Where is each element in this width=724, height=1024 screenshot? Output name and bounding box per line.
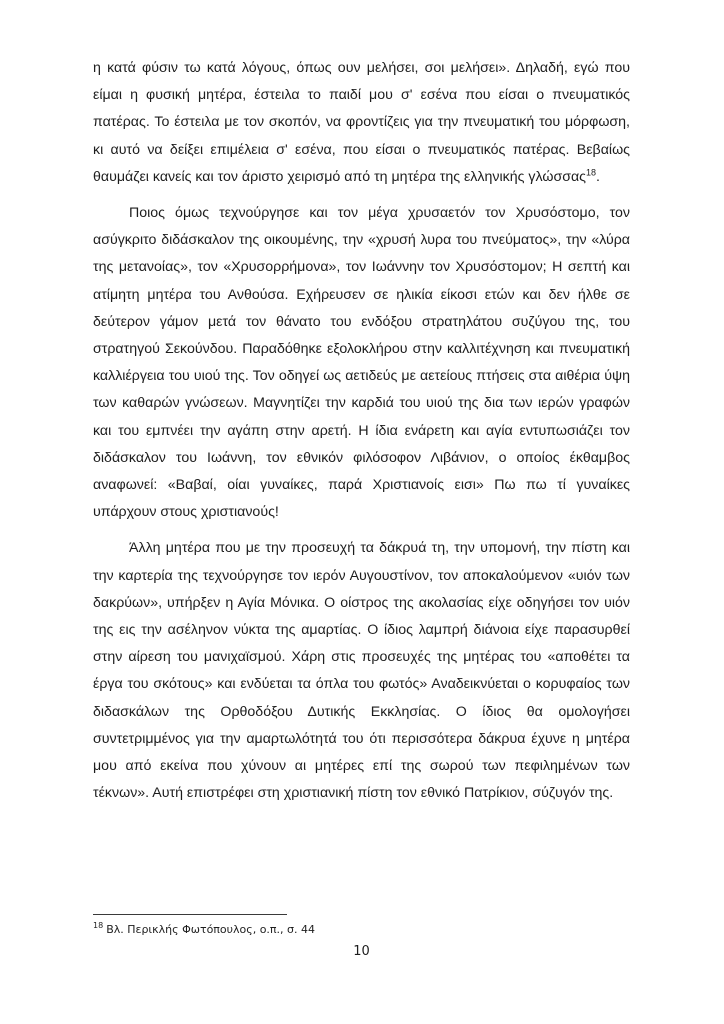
- footnote-number: 18: [93, 921, 104, 931]
- paragraph-text: Άλλη μητέρα που με την προσευχή τα δάκρυά τη, την υπομονή, την πίστη και την καρτερία της τεχνούργησε τον ιερόν Αυγουστίνον, τον αποκαλούμενον «υιόν των δακρύων», υπήρξεν η Αγία Μόνικα. Ο οίστρος της ακολασίας είχε οδηγήσει τον υιόν της εις την ασέληνον νύκτα της αμαρτίας. Ο ίδιος λαμπρή διάνοια είχε παρασυρθεί στην αίρεση του μανιχαϊσμού. Χάρη στις προσευχές της μητέρας του «αποθέτει τα έργα του σκότους» και ενδύεται τα όπλα του φωτός» Αναδεικνύεται ο κορυφαίος των διδασκάλων της Ορθοδόξου Δυτικής Εκκλησίας. Ο ίδιος θα ομολογήσει συντετριμμένος για την αμαρτωλότητά του ότι περισσότερα δάκρυα έχυνε η μητέρα μου από εκείνα που χύνουν αι μητέρες επί της σωρού των πεφιλημένων των τέκνων». Αυτή επιστρέφει στη χριστιανική πίστη τον εθνικό Πατρίκιον, σύζυγόν της.: [93, 540, 630, 802]
- footnote-text: Βλ. Περικλής Φωτόπουλος, ο.π., σ. 44: [106, 923, 316, 936]
- paragraph: [93, 200, 630, 526]
- document-body: [93, 55, 630, 816]
- footnote: [93, 922, 630, 937]
- paragraph-text-after: .: [596, 168, 600, 185]
- footnote-reference: 18: [586, 167, 597, 178]
- paragraph: [93, 535, 630, 807]
- paragraph: [93, 55, 630, 191]
- paragraph-text: Ποιος όμως τεχνούργησε και τον μέγα χρυσαετόν τον Χρυσόστομο, τον ασύγκριτο διδάσκαλον της οικουμένης, την «χρυσή λυρα του πνεύματος», την «λύρα της μετανοίας», τον «Χρυσορρήμονα», τον Ιωάννην τον Χρυσόστομον; Η σεπτή και ατίμητη μητέρα του Ανθούσα. Εχήρευσεν σε ηλικία είκοσι ετών και δεν ήλθε σε δεύτερον γάμον μετά τον θάνατο του ενδόξου στρατηλάτου συζύγου της, του στρατηγού Σεκούνδου. Παραδόθηκε εξολοκλήρου στην καλλιτέχνηση και πνευματική καλλιέργεια του υιού της. Τον οδηγεί ως αετιδεύς με αετείους πτήσεις στα αιθέρια ύψη των καθαρών γνώσεων. Μαγνητίζει την καρδιά του υιού της δια των ιερών γραφών και του εμπνέει την αγάπη στην αρετή. Η ίδια ενάρετη και αγία εντυπωσιάζει τον διδάσκαλον του Ιωάννη, τον εθνικόν φιλόσοφον Λιβάνιον, ο οποίος έκθαμβος αναφωνεί: «Βαβαί, οίαι γυναίκες, παρά Χριστιανοίς εισι» Πω πω τί γυναίκες υπάρχουν στους χριστιανούς!: [93, 205, 630, 521]
- page-number: 10: [353, 944, 370, 959]
- footnote-separator: [93, 914, 287, 915]
- paragraph-text: η κατά φύσιν τω κατά λόγους, όπως ουν μελήσει, σοι μελήσει». Δηλαδή, εγώ που είμαι η φυσική μητέρα, έστειλα το παιδί μου σ' εσένα που είσαι ο πνευματικός πατέρας. Το έστειλα με τον σκοπόν, να φροντίζεις για την πνευματική του μόρφωση, κι αυτό να δείξει επιμέλεια σ' εσένα, που είσαι ο πνευματικός πατέρας. Βεβαίως θαυμάζει κανείς και τον άριστο χειρισμό από τη μητέρα της ελληνικής γλώσσας: [93, 60, 630, 185]
- footnote-area: [93, 914, 630, 937]
